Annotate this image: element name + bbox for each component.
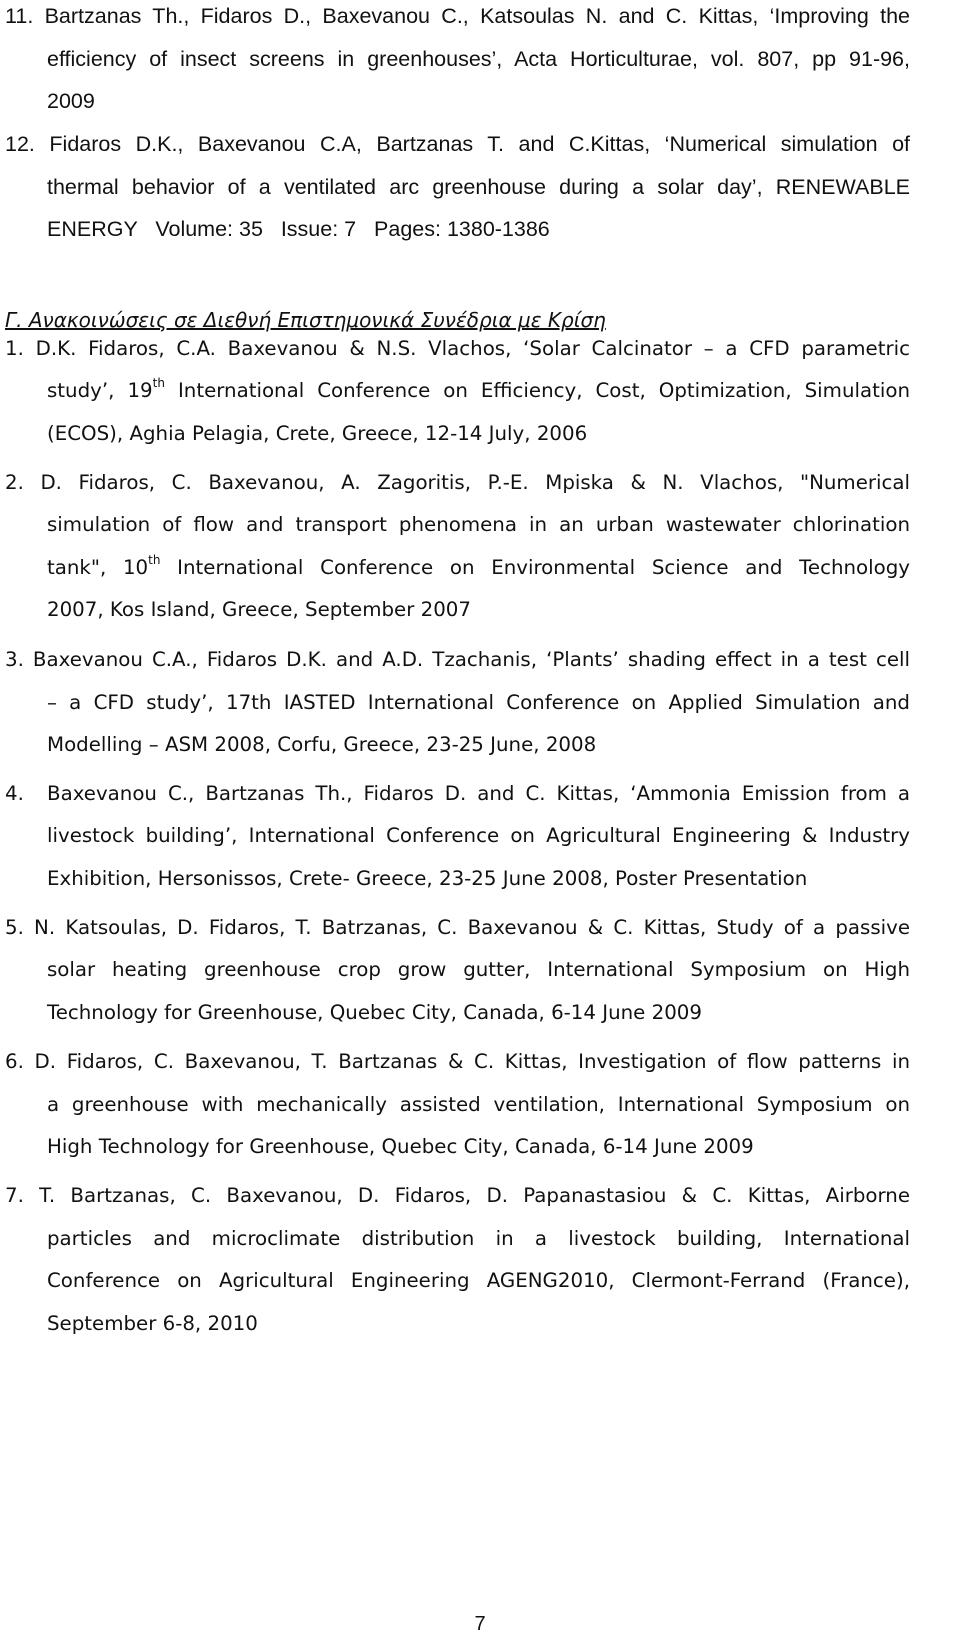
conf-1-line-1: 1. D.K. Fidaros, C.A. Baxevanou & N.S. Vlachos, ‘Solar Calcinator – a CFD parametric (5, 337, 910, 360)
conf-2-line-3 (47, 553, 910, 579)
ref-12-line-3: ENERGY Volume: 35 Issue: 7 Pages: 1380-1386 (47, 217, 550, 241)
conf-4-line-3: Exhibition, Hersonissos, Crete- Greece, 23-25 June 2008, Poster Presentation (47, 867, 808, 890)
conf-6-line-1: 6. D. Fidaros, C. Baxevanou, T. Bartzanas & C. Kittas, Investigation of flow patterns in (5, 1050, 910, 1073)
conf-2-line-2: simulation of flow and transport phenomena in an urban wastewater chlorination (47, 513, 910, 536)
conf-1-line-3: (ECOS), Aghia Pelagia, Crete, Greece, 12-14 July, 2006 (47, 422, 588, 445)
conf-1-line-2-text-a: study’, 19 (47, 379, 153, 402)
page-number: 7 (474, 1613, 486, 1635)
conf-1-line-2-text-b: International Conference on Efficiency, Cost, Optimization, Simulation (164, 379, 910, 402)
ref-11-line-1: 11. Bartzanas Th., Fidaros D., Baxevanou C., Katsoulas N. and C. Kittas, ‘Improving the (5, 4, 910, 28)
conf-6-line-3: High Technology for Greenhouse, Quebec City, Canada, 6-14 June 2009 (47, 1135, 754, 1158)
conf-3-line-1: 3. Baxevanou C.A., Fidaros D.K. and A.D. Tzachanis, ‘Plants’ shading effect in a test cell (5, 648, 910, 671)
ref-12-line-1: 12. Fidaros D.K., Baxevanou C.A, Bartzanas T. and C.Kittas, ‘Numerical simulation of (5, 132, 910, 156)
conf-3-line-3: Modelling – ASM 2008, Corfu, Greece, 23-25 June, 2008 (47, 733, 597, 756)
conf-1-line-2 (47, 376, 910, 402)
conf-2-line-3-text-a: tank", 10 (47, 556, 149, 579)
conf-2-line-1: 2. D. Fidaros, C. Baxevanou, A. Zagoritis, P.-E. Mpiska & N. Vlachos, "Numerical (5, 471, 910, 494)
section-heading: Γ. Ανακοινώσεις σε Διεθνή Επιστημονικά Συνέδρια με Κρίση (5, 308, 606, 332)
conf-7-line-1: 7. T. Bartzanas, C. Baxevanou, D. Fidaros, D. Papanastasiou & C. Kittas, Airborne (5, 1184, 910, 1207)
conf-2-line-3-text-b: International Conference on Environmental Science and Technology (160, 556, 910, 579)
conf-4-line-2: livestock building’, International Conference on Agricultural Engineering & Industry (47, 824, 910, 847)
conf-7-line-3: Conference on Agricultural Engineering AGENG2010, Clermont-Ferrand (France), (47, 1269, 910, 1292)
ref-11-line-3: 2009 (47, 89, 95, 113)
conf-6-line-2: a greenhouse with mechanically assisted ventilation, International Symposium on (47, 1093, 910, 1116)
conf-5-line-2: solar heating greenhouse crop grow gutter, International Symposium on High (47, 958, 910, 981)
conf-7-line-4: September 6-8, 2010 (47, 1312, 258, 1335)
conf-3-line-2: – a CFD study’, 17th IASTED International Conference on Applied Simulation and (47, 691, 910, 714)
conf-5-line-3: Technology for Greenhouse, Quebec City, Canada, 6-14 June 2009 (47, 1001, 702, 1024)
ref-11-line-2: efficiency of insect screens in greenhouses’, Acta Horticulturae, vol. 807, pp 91-96, (47, 47, 910, 71)
conf-4-number: 4. (5, 782, 24, 805)
conf-2-line-4: 2007, Kos Island, Greece, September 2007 (47, 598, 471, 621)
conf-4-line-1: Baxevanou C., Bartzanas Th., Fidaros D. and C. Kittas, ‘Ammonia Emission from a (47, 782, 910, 805)
ref-12-line-2: thermal behavior of a ventilated arc greenhouse during a solar day’, RENEWABLE (47, 175, 910, 199)
conf-5-line-1: 5. N. Katsoulas, D. Fidaros, T. Batrzanas, C. Baxevanou & C. Kittas, Study of a passive (5, 916, 910, 939)
conf-1-superscript: th (152, 376, 165, 390)
conf-7-line-2: particles and microclimate distribution in a livestock building, International (47, 1227, 910, 1250)
conf-2-superscript: th (148, 553, 161, 567)
